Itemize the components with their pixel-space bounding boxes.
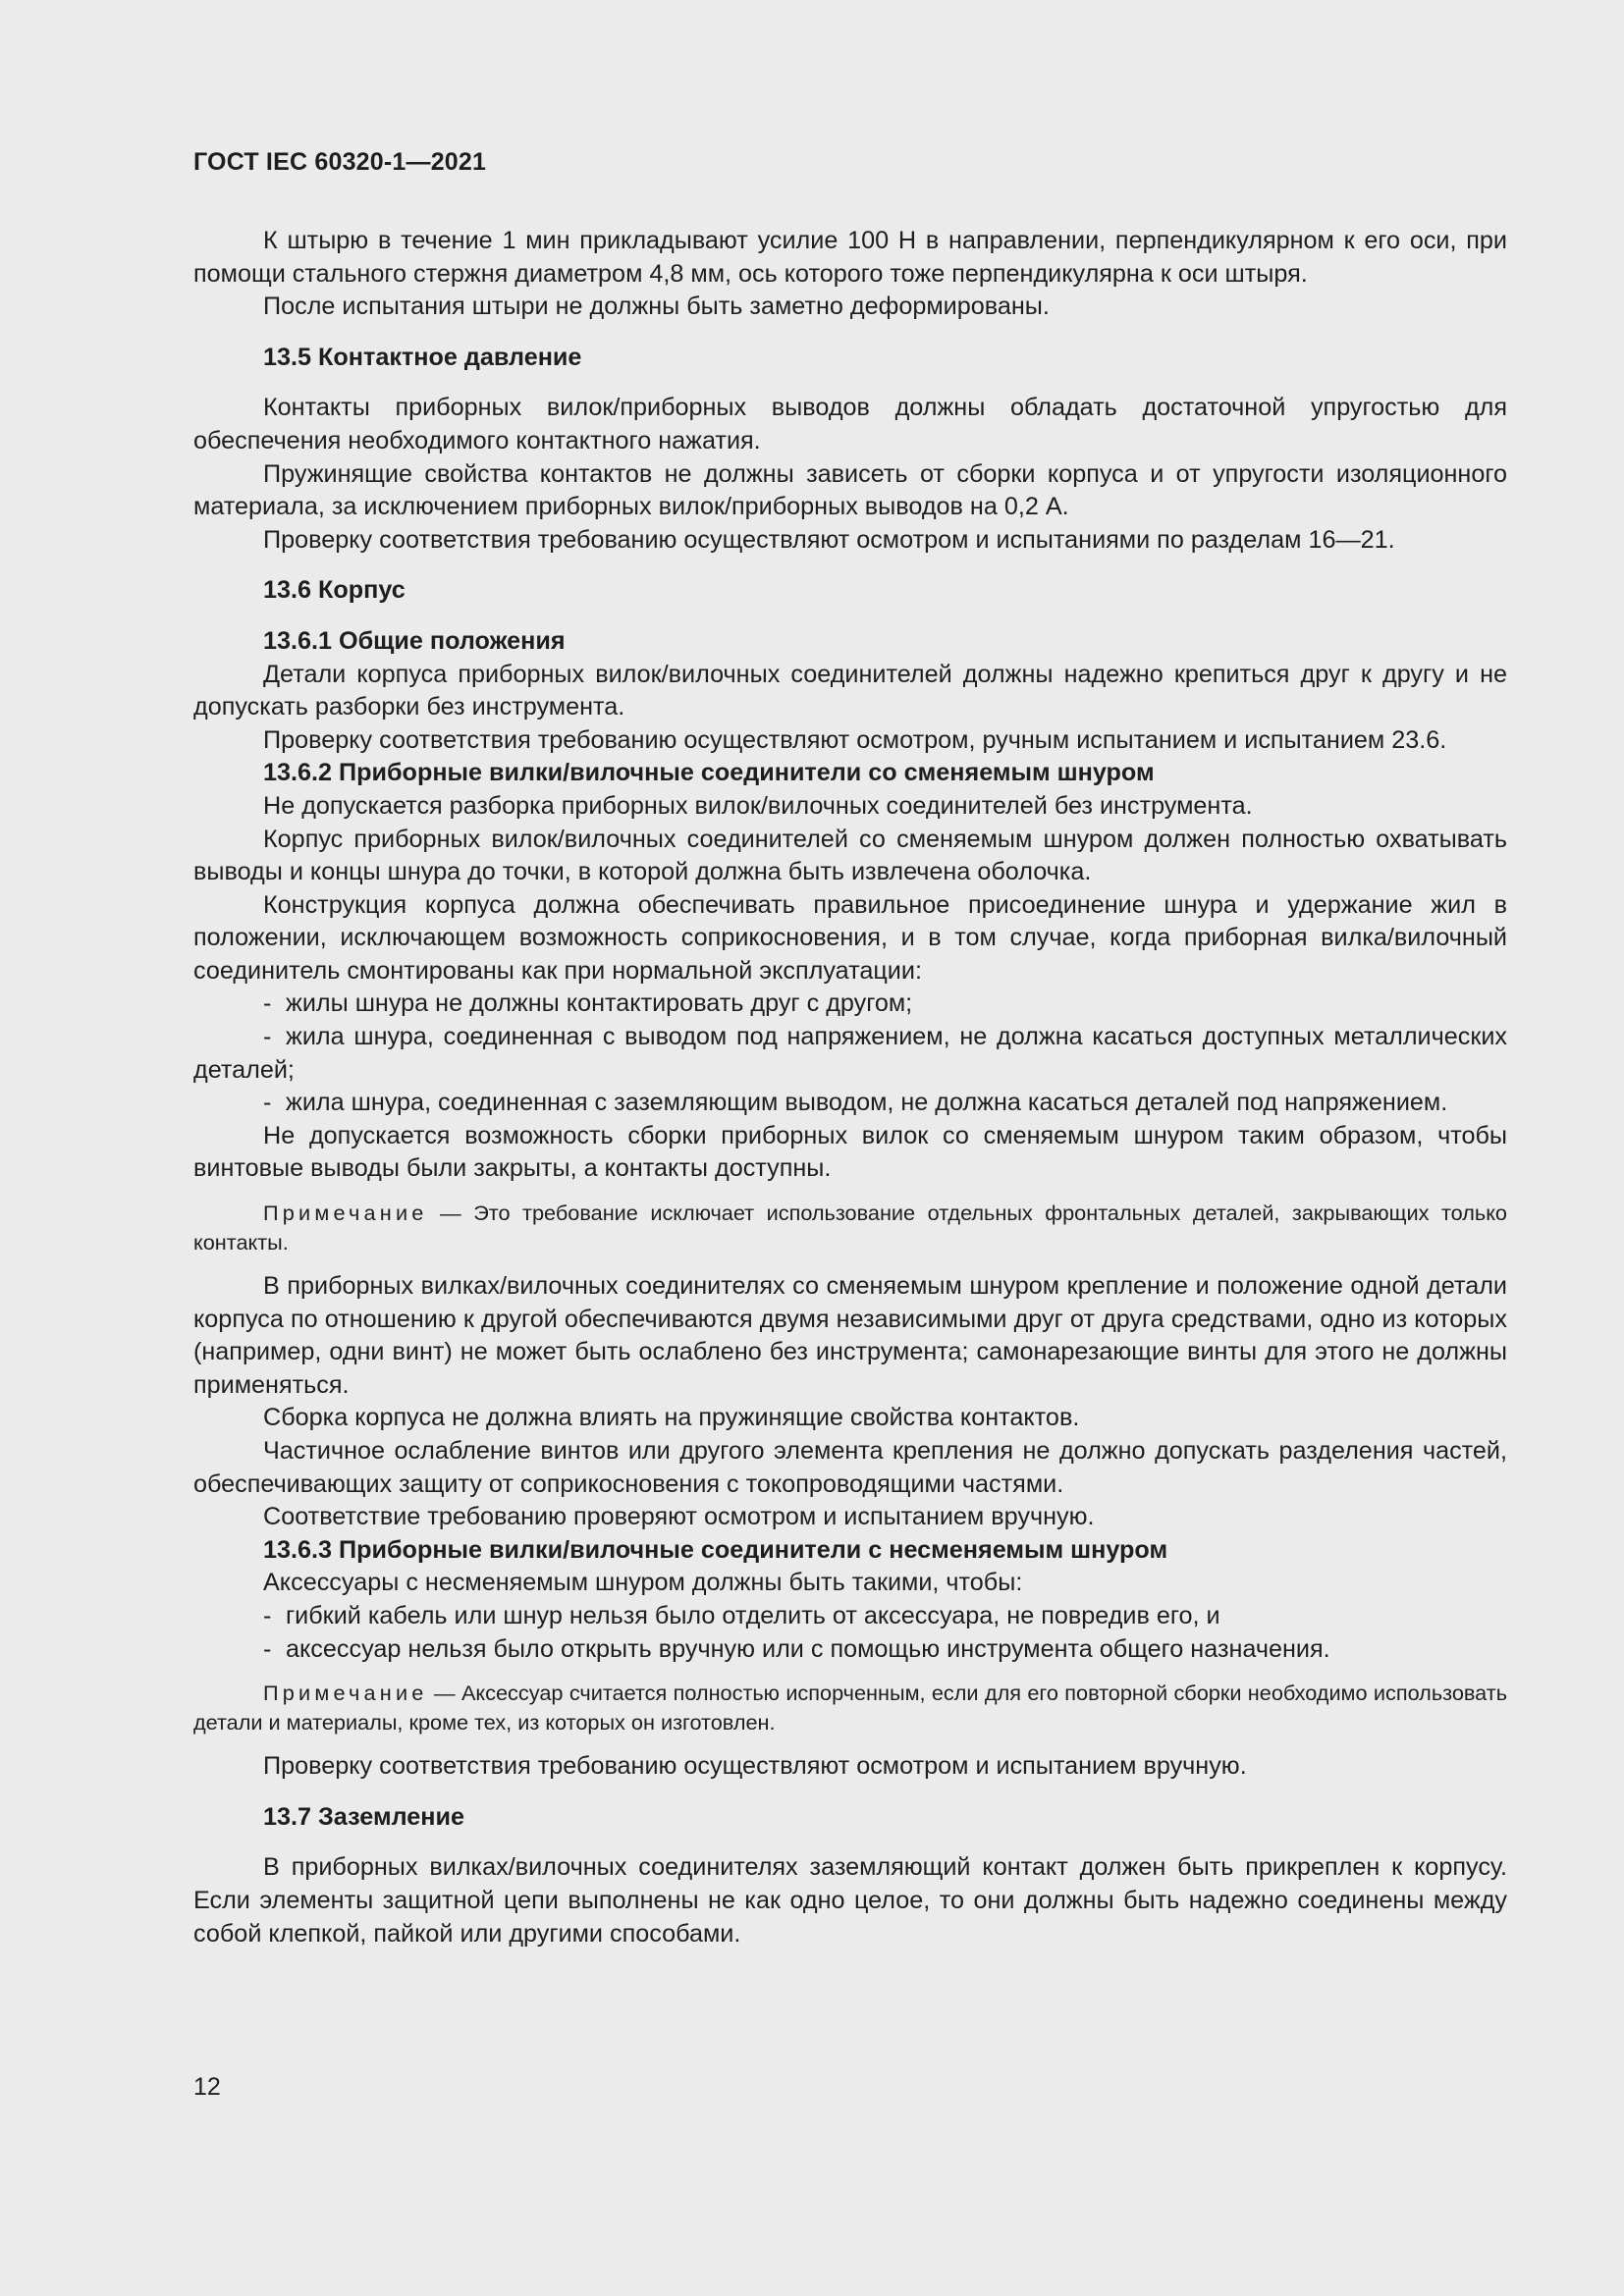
list-item: - жилы шнура не должны контактировать друг с другом; [263,989,913,1018]
paragraph: Контакты приборных вилок/приборных выводов должны обладать достаточной упругостью для обеспечения необходимого контактного нажатия. [193,394,1507,454]
paragraph: Проверку соответствия требованию осуществляют осмотром, ручным испытанием и испытанием 23.6. [263,725,1447,754]
paragraph: Не допускается возможность сборки приборных вилок со сменяемым шнуром таким образом, чтобы винтовые выводы были закрыты, а контакты доступны. [193,1121,1507,1183]
paragraph: Соответствие требованию проверяют осмотром и испытанием вручную. [263,1503,1095,1531]
paragraph: В приборных вилках/вилочных соединителях со сменяемым шнуром крепление и положение одной детали корпуса по отношению к другой обеспечиваются двумя независимыми друг от друга средствами, одно из которых (например, одни винт) не может быть ослаблено без инструмента; самонарезающие винты для этого не должны применяться. [193,1272,1507,1399]
section-heading-13-5: 13.5 Контактное давление [263,343,582,371]
list-item: - гибкий кабель или шнур нельзя было отделить от аксессуара, не повредив его, и [263,1601,1220,1629]
paragraph: Аксессуары с несменяемым шнуром должны быть такими, чтобы: [263,1569,1023,1597]
paragraph: Пружинящие свойства контактов не должны зависеть от сборки корпуса и от упругости изоляционного материала, за исключением приборных вилок/приборных выводов на 0,2 А. [193,459,1507,521]
paragraph: Частичное ослабление винтов или другого элемента крепления не должно допускать разделения частей, обеспечивающих защиту от соприкосновения с токопроводящими частями. [193,1437,1507,1498]
document-body [193,225,1507,1950]
paragraph: Сборка корпуса не должна влиять на пружинящие свойства контактов. [263,1404,1080,1432]
page-number: 12 [193,2073,221,2101]
note-label: Примечание [263,1201,428,1226]
paragraph: После испытания штыри не должны быть заметно деформированы. [263,293,1050,321]
note-label: Примечание [263,1681,428,1706]
list-item: - аксессуар нельзя было открыть вручную или с помощью инструмента общего назначения. [263,1634,1330,1663]
paragraph: Проверку соответствия требованию осуществляют осмотром и испытаниями по разделам 16—21. [263,525,1395,554]
section-heading-13-7: 13.7 Заземление [263,1802,464,1831]
paragraph: В приборных вилках/вилочных соединителях заземляющий контакт должен быть прикреплен к корпусу. Если элементы защитной цепи выполнены не как одно целое, то они должны быть надежно соединены между собой клепкой, пайкой или другими способами. [193,1853,1507,1948]
paragraph: Не допускается разборка приборных вилок/вилочных соединителей без инструмента. [263,791,1253,820]
paragraph: Корпус приборных вилок/вилочных соединителей со сменяемым шнуром должен полностью охватывать выводы и концы шнура до точки, в которой должна быть извлечена оболочка. [193,825,1507,886]
list-item: - жила шнура, соединенная с заземляющим выводом, не должна касаться деталей под напряжением. [263,1089,1448,1117]
paragraph: Проверку соответствия требованию осуществляют осмотром и испытанием вручную. [263,1752,1247,1781]
document-header: ГОСТ IEC 60320-1—2021 [193,148,487,176]
section-heading-13-6-1: 13.6.1 Общие положения [263,626,566,655]
list-item: - жила шнура, соединенная с выводом под напряжением, не должна касаться доступных металлических деталей; [193,1023,1507,1084]
section-heading-13-6-2: 13.6.2 Приборные вилки/вилочные соединители со сменяемым шнуром [263,759,1155,787]
note: Примечание — Аксессуар считается полностью испорченным, если для его повторной сборки необходимо использовать детали и материалы, кроме тех, из которых он изготовлен. [193,1681,1507,1735]
paragraph: Конструкция корпуса должна обеспечивать правильное присоединение шнура и удержание жил в положении, исключающем возможность соприкосновения, и в том случае, когда приборная вилка/вилочный соединитель смонтированы как при нормальной эксплуатации: [193,890,1507,985]
paragraph: Детали корпуса приборных вилок/вилочных соединителей должны надежно крепиться друг к другу и не допускать разборки без инструмента. [193,660,1507,721]
note: Примечание — Это требование исключает использование отдельных фронтальных деталей, закрывающих только контакты. [193,1201,1507,1255]
paragraph: К штырю в течение 1 мин прикладывают усилие 100 Н в направлении, перпендикулярном к его оси, при помощи стального стержня диаметром 4,8 мм, ось которого тоже перпендикулярна к оси штыря. [193,227,1507,288]
section-heading-13-6-3: 13.6.3 Приборные вилки/вилочные соединители с несменяемым шнуром [263,1535,1168,1564]
section-heading-13-6: 13.6 Корпус [263,576,406,605]
